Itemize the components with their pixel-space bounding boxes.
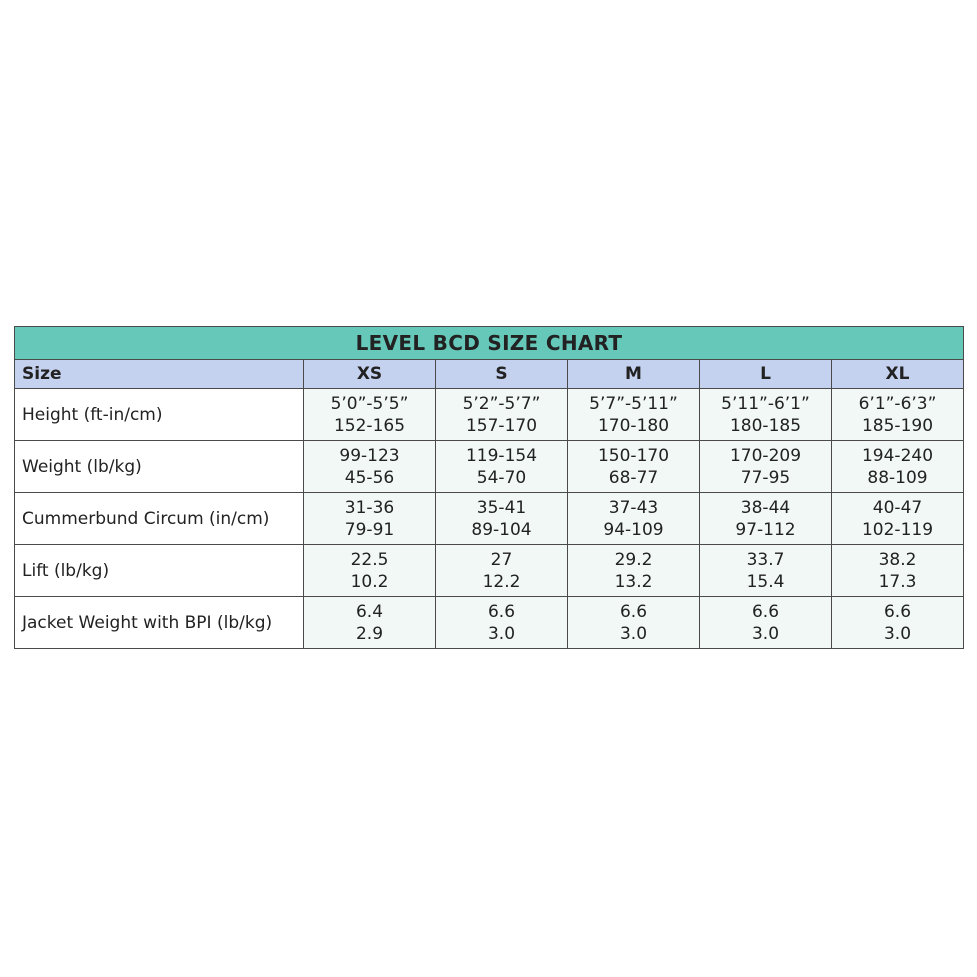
size-header-xl: XL <box>832 360 964 389</box>
table-cell <box>700 545 832 597</box>
table-cell <box>436 441 568 493</box>
cell-imperial: 27 <box>490 549 513 570</box>
table-cell <box>304 441 436 493</box>
table-cell <box>304 493 436 545</box>
size-header-m: M <box>568 360 700 389</box>
table-cell <box>700 441 832 493</box>
cell-imperial: 33.7 <box>746 549 785 570</box>
table-cell <box>832 493 964 545</box>
table-cell <box>832 441 964 493</box>
cell-metric: 12.2 <box>482 571 521 592</box>
table-cell <box>436 545 568 597</box>
cell-metric: 15.4 <box>746 571 785 592</box>
cell-imperial: 31-36 <box>344 497 395 518</box>
table-cell <box>700 389 832 441</box>
cell-metric: 68-77 <box>608 467 659 488</box>
table-cell <box>568 545 700 597</box>
table-cell <box>568 389 700 441</box>
table-row-cummerbund <box>15 493 964 545</box>
cell-imperial: 119-154 <box>465 445 538 466</box>
row-label: Jacket Weight with BPI (lb/kg) <box>15 597 304 649</box>
table-cell <box>436 493 568 545</box>
cell-metric: 45-56 <box>344 467 395 488</box>
table-cell <box>832 597 964 649</box>
table-row-jacket-weight <box>15 597 964 649</box>
cell-imperial: 5’0”-5’5” <box>330 393 409 414</box>
size-chart-table <box>14 326 964 649</box>
cell-metric: 97-112 <box>735 519 796 540</box>
cell-imperial: 6.4 <box>355 601 384 622</box>
cell-metric: 89-104 <box>471 519 532 540</box>
cell-imperial: 6.6 <box>487 601 516 622</box>
cell-imperial: 99-123 <box>339 445 400 466</box>
cell-imperial: 6.6 <box>619 601 648 622</box>
cell-metric: 185-190 <box>861 415 934 436</box>
chart-body <box>15 389 964 649</box>
table-row-lift <box>15 545 964 597</box>
cell-metric: 79-91 <box>344 519 395 540</box>
table-cell <box>700 597 832 649</box>
cell-imperial: 38-44 <box>740 497 791 518</box>
size-header-l: L <box>700 360 832 389</box>
size-column-header: Size <box>15 360 304 389</box>
table-cell <box>832 545 964 597</box>
chart-title: LEVEL BCD SIZE CHART <box>15 327 964 360</box>
cell-metric: 54-70 <box>476 467 527 488</box>
cell-imperial: 29.2 <box>614 549 653 570</box>
header-row <box>15 360 964 389</box>
cell-imperial: 22.5 <box>350 549 389 570</box>
cell-imperial: 5’7”-5’11” <box>589 393 678 414</box>
cell-metric: 94-109 <box>603 519 664 540</box>
table-cell <box>568 597 700 649</box>
cell-imperial: 194-240 <box>861 445 934 466</box>
cell-metric: 10.2 <box>350 571 389 592</box>
cell-metric: 180-185 <box>729 415 802 436</box>
table-cell <box>304 545 436 597</box>
table-cell <box>568 493 700 545</box>
cell-metric: 88-109 <box>867 467 928 488</box>
cell-metric: 3.0 <box>619 623 648 644</box>
cell-metric: 2.9 <box>355 623 384 644</box>
table-cell <box>832 389 964 441</box>
table-row-height <box>15 389 964 441</box>
table-cell <box>436 597 568 649</box>
cell-imperial: 38.2 <box>878 549 917 570</box>
cell-metric: 3.0 <box>883 623 912 644</box>
cell-imperial: 40-47 <box>872 497 923 518</box>
cell-imperial: 6.6 <box>751 601 780 622</box>
cell-metric: 3.0 <box>751 623 780 644</box>
table-cell <box>436 389 568 441</box>
cell-metric: 152-165 <box>333 415 406 436</box>
cell-imperial: 6’1”-6’3” <box>858 393 937 414</box>
row-label: Weight (lb/kg) <box>15 441 304 493</box>
row-label: Cummerbund Circum (in/cm) <box>15 493 304 545</box>
table-cell <box>568 441 700 493</box>
table-cell <box>304 389 436 441</box>
cell-imperial: 150-170 <box>597 445 670 466</box>
size-header-s: S <box>436 360 568 389</box>
table-cell <box>700 493 832 545</box>
cell-imperial: 35-41 <box>476 497 527 518</box>
row-label: Height (ft-in/cm) <box>15 389 304 441</box>
cell-metric: 3.0 <box>487 623 516 644</box>
cell-metric: 102-119 <box>861 519 934 540</box>
cell-metric: 13.2 <box>614 571 653 592</box>
table-cell <box>304 597 436 649</box>
cell-metric: 157-170 <box>465 415 538 436</box>
cell-imperial: 37-43 <box>608 497 659 518</box>
cell-metric: 170-180 <box>597 415 670 436</box>
row-label: Lift (lb/kg) <box>15 545 304 597</box>
cell-imperial: 170-209 <box>729 445 802 466</box>
cell-metric: 77-95 <box>740 467 791 488</box>
size-header-xs: XS <box>304 360 436 389</box>
cell-imperial: 5’11”-6’1” <box>721 393 810 414</box>
cell-imperial: 5’2”-5’7” <box>462 393 541 414</box>
title-row <box>15 327 964 360</box>
cell-metric: 17.3 <box>878 571 917 592</box>
table-row-weight <box>15 441 964 493</box>
cell-imperial: 6.6 <box>883 601 912 622</box>
